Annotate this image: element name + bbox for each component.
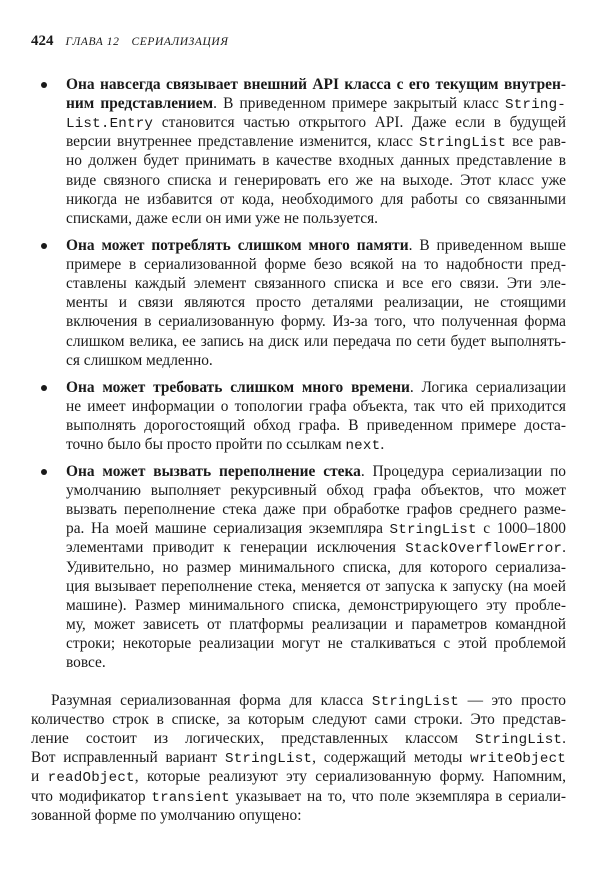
text-run: . Логика сериализации: [409, 379, 566, 396]
text-run: — это просто: [459, 692, 567, 709]
code-term: StringList: [475, 732, 563, 749]
bullet2-line: [66, 351, 213, 370]
text-run: .: [380, 436, 385, 454]
text-run: с 1000–1800: [476, 520, 566, 538]
text-run: что модификатор: [31, 787, 152, 805]
text-run: . В приведенном примере закрытый класс: [213, 95, 505, 113]
text-run: вовсе.: [66, 654, 106, 671]
bullet4-line: [66, 596, 566, 615]
paragraph-line: [31, 748, 566, 767]
page-number: 424: [31, 33, 54, 49]
text-run: . Процедура сериализации по: [360, 463, 567, 480]
bullet2-line: [66, 255, 566, 274]
bullet1-line: [66, 113, 566, 132]
text-run: количество строк в списке, за которым следуют сами строки. Это представ-: [31, 711, 566, 729]
bullet1-line: [66, 94, 566, 113]
text-run: Вот исправленный вариант: [31, 749, 225, 767]
text-run: Разумная сериализованная форма для класса: [51, 692, 372, 709]
code-term: readObject: [47, 770, 135, 787]
code-term: String-: [505, 97, 566, 114]
bullet2-line: [66, 236, 566, 255]
text-run: и: [31, 768, 48, 786]
text-run: элементами приводит к генерации исключения: [66, 539, 406, 557]
bullet2-line: [66, 332, 566, 351]
bullet1-line: [66, 190, 566, 209]
bullet-marker: [41, 385, 47, 391]
text-run: виде связного списка и генерировать его же на выходе. Этот класс уже: [66, 171, 566, 189]
paragraph-line: [31, 710, 566, 729]
paragraph-line: [31, 767, 566, 786]
text-run: становится частью открытого API. Даже если в будущей: [153, 114, 566, 132]
text-run: зованной форме по умолчанию опущено:: [31, 806, 302, 824]
bullet1-line: [66, 209, 378, 228]
paragraph-line: [31, 729, 566, 748]
bold-lead: ним представлением: [66, 95, 214, 113]
text-run: ление состоит из логических, представленных классом: [31, 730, 475, 748]
text-run: . В приведенном выше: [408, 237, 566, 254]
code-term: StringList: [371, 694, 460, 710]
bullet4-line: [66, 481, 566, 500]
bullet3-line: [66, 416, 566, 435]
code-term: next: [345, 438, 381, 455]
bullet4-line: [66, 519, 566, 538]
text-run: ставлены каждый элемент связанного списка и все его связи. Эти эле-: [66, 275, 566, 293]
text-run: , которые реализуют эту сериализованную форму. Напомним,: [134, 768, 567, 786]
bullet1-line: [66, 132, 566, 151]
text-run: слишком велика, ее запись на диск или передача по сети будет выполнять-: [66, 332, 566, 350]
bullet4-line: [66, 462, 566, 481]
text-run: выполнять дорогостоящий обход графа. В приведенном примере доста-: [66, 417, 566, 435]
text-run: никогда не избавится от кода, необходимого для работы со связанными: [66, 190, 566, 208]
text-run: примере в сериализованной форме безо всякой на то надобности пред-: [66, 256, 566, 274]
paragraph-line: [31, 806, 301, 825]
bullet4-line: [66, 653, 106, 672]
paragraph-line: [31, 787, 566, 806]
text-run: точно было бы просто пройти по ссылкам: [66, 436, 346, 454]
bullet4-line: [66, 634, 566, 653]
bullet2-line: [66, 312, 566, 331]
chapter-label: ГЛАВА 12: [65, 36, 120, 48]
code-term: StringList: [418, 135, 507, 152]
bullet1-line: [66, 151, 566, 170]
text-run: вызвать переполнение стека даже при обработке графов среднего разме-: [66, 501, 566, 519]
bullet-marker: [41, 243, 47, 249]
paragraph-line: [51, 691, 566, 710]
bold-lead: Она может вызвать переполнение стека: [66, 463, 361, 480]
bullet1-line: [66, 75, 566, 94]
text-run: не имеет информации о топологии графа объекта, так что ей приходится: [66, 398, 566, 416]
text-run: строки; некоторые реализации могут не сталкиваться с этой проблемой: [66, 634, 566, 652]
code-term: writeObject: [470, 751, 566, 768]
bullet1-line: [66, 171, 566, 190]
bullet4-line: [66, 558, 566, 577]
bold-lead: Она может требовать слишком много времени: [66, 379, 410, 396]
text-run: му, может зависеть от платформы реализации и параметров командной: [66, 615, 566, 633]
text-run: ра. На моей машине сериализация экземпляра: [66, 520, 390, 538]
code-term: List.Entry: [66, 116, 154, 133]
text-run: .: [562, 730, 566, 748]
text-run: ция вызывает переполнение стека, меняется от запуска к запуску (на моей: [66, 577, 566, 595]
bullet-marker: [41, 469, 47, 475]
bullet3-line: [66, 435, 384, 454]
bold-lead: Она может потреблять слишком много памяти: [66, 237, 409, 254]
bullet2-line: [66, 293, 566, 312]
text-run: Удивительно, но размер минимального списка, для которого сериализа-: [66, 558, 566, 576]
bullet4-line: [66, 538, 566, 557]
text-run: машине). Размер минимального списка, демонстрирующего эту пробле-: [66, 596, 566, 614]
text-run: ся слишком медленно.: [66, 351, 213, 369]
text-run: , содержащий методы: [312, 749, 471, 767]
code-term: StringList: [389, 522, 477, 539]
bold-lead: Она навсегда связывает внешний API класса с его текущим внутрен-: [66, 76, 566, 93]
text-run: .: [562, 539, 566, 557]
code-term: StackOverflowError: [405, 541, 563, 558]
bullet2-line: [66, 274, 566, 293]
bullet4-line: [66, 615, 566, 634]
text-run: включения в сериализованную форму. Из-за того, что полученная форма: [66, 313, 566, 331]
text-run: версии внутреннее представление изменится, класс: [66, 133, 419, 151]
bullet3-line: [66, 378, 566, 397]
code-term: transient: [151, 789, 230, 806]
text-run: но должен будет принимать в качестве входных данных представление в: [66, 152, 566, 170]
running-header: [31, 33, 229, 53]
text-run: умолчанию выполняет рекурсивный обход графа объектов, что может: [66, 482, 566, 500]
bullet-marker: [41, 82, 47, 88]
chapter-title: СЕРИАЛИЗАЦИЯ: [131, 36, 229, 48]
text-run: менты и связи являются просто деталями реализации, не стоящими: [66, 294, 566, 312]
bullet4-line: [66, 500, 566, 519]
code-term: StringList: [224, 751, 313, 768]
bullet4-line: [66, 577, 566, 596]
bullet3-line: [66, 397, 566, 416]
text-run: списками, даже если он ими уже не пользуется.: [66, 209, 378, 227]
text-run: все рав-: [506, 133, 566, 151]
text-run: указывает на то, что поле экземпляра в сериали-: [229, 787, 566, 805]
